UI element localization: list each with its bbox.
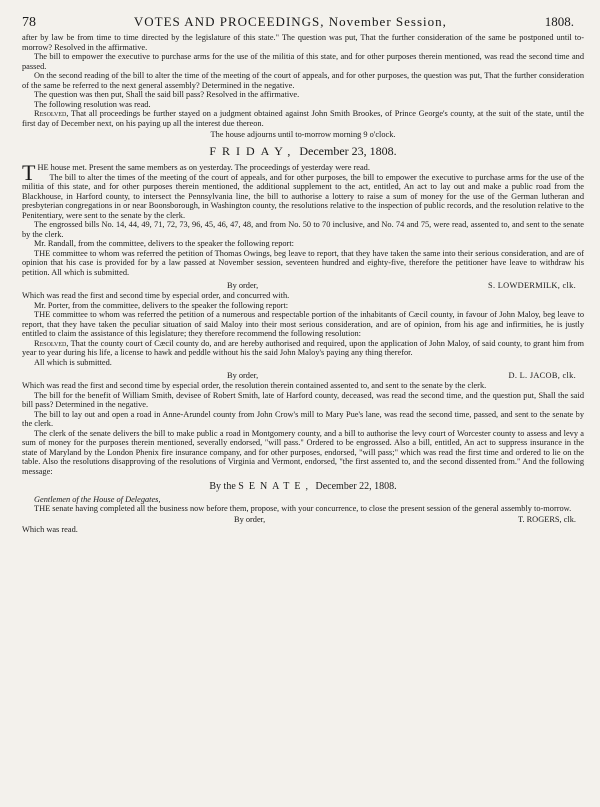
running-title: VOTES AND PROCEEDINGS, November Session, [133, 14, 447, 29]
senate-name: SENATE, [238, 480, 314, 492]
signature-block [22, 281, 584, 291]
page-number: 78 [22, 15, 36, 30]
paragraph: The bill to lay out and open a road in Anne-Arundel county from John Crow's mill to Mary Pue's lane, was read the second time, passed, and sent to the senate by the clerk. [22, 409, 584, 429]
senate-heading [22, 480, 584, 493]
senate-by: By the [209, 480, 236, 492]
resolution-text: That all proceedings be further stayed on a judgment obtained against John Smith Brookes, of Prince George's county, at the suit of the state, until the first day of December next, on his paying up all the interest due thereon. [22, 109, 584, 128]
by-order: By order, [227, 370, 259, 380]
resolved-label: Resolved, [34, 338, 69, 348]
opening-text: HE house met. Present the same members as on yesterday. The proceedings of yesterday were read. [37, 163, 370, 173]
senate-message: THE senate having completed all the business now before them, propose, with your concurrence, to close the present session of the general assembly to-morrow. [34, 504, 572, 514]
day-heading [22, 143, 584, 159]
paragraph: Mr. Porter, from the committee, delivers to the speaker the following report: [34, 300, 289, 310]
day-name: FRIDAY, [209, 144, 297, 159]
paragraph: All which is submitted. [34, 357, 112, 367]
signature-block [22, 515, 584, 525]
salutation: Gentlemen of the House of Delegates, [34, 494, 161, 504]
paragraph: On the second reading of the bill to alter the time of the meeting of the court of appeals, and for other purposes, the question was put, That the further consideration of the same be referred to the next general assembly? Determined in the negative. [22, 71, 584, 90]
paragraph: The clerk of the senate delivers the bill to make public a road in Montgomery county, and a bill to authorise the levy court of Worcester county to assess and levy a sum of money for the purposes therein mentioned, severally endorsed, "will pass." Ordered to be engrossed. Also a bill, entitled, An act to suppress insurance in the state of Maryland by the London Phenix fire insurance company, and for other purposes, endorsed, "will pass;" which was read the first time and ordered to lie on the table. Also the resolutions disapproving of the resolutions of Virginia and Vermont, endorsed, "the first assented to, and the second dissented from." And the following message: [22, 428, 584, 476]
resolved-label: Resolved, [34, 109, 69, 119]
paragraph: Which was read the first and second time by especial order, and concurred with. [22, 291, 290, 301]
clerk-name: T. ROGERS, clk. [517, 514, 576, 524]
paragraph: Mr. Randall, from the committee, delivers to the speaker the following report: [34, 239, 294, 249]
clerk-name: S. LOWDERMILK, clk. [488, 280, 576, 290]
opening-paragraph [22, 160, 584, 186]
resolution-text: That the county court of Cæcil county do, and are hereby authorised and required, upon the application of John Maloy, of said county, to grant him from year to year during his life, a license to hawk and peddle without his the said John Maloy's paying any thing therefor. [22, 338, 585, 358]
closing-line: Which was read. [22, 525, 78, 535]
running-year: 1808. [544, 14, 574, 29]
drop-cap: T [22, 160, 36, 186]
signature-block [22, 371, 584, 381]
paragraph: after by law be from time to time directed by the legislature of this state." The question was put, That the further consideration of the same be postponed until to-morrow? Resolved in the affirmative. [22, 33, 584, 52]
resolution [22, 109, 584, 128]
report-text: THE committee to whom was referred the petition of Thomas Owings, beg leave to report, that they have taken the same into their serious consideration, and are of opinion that his case is provided for by a law passed at November session, seventeen hundred and eighty-five, therefore the petitioner have leave to withdraw his petition. All which is submitted. [22, 248, 584, 278]
by-order: By order, [227, 280, 259, 290]
adjournment: The house adjourns until to-morrow morning 9 o'clock. [210, 130, 396, 140]
paragraph: The question was then put, Shall the said bill pass? Resolved in the affirmative. [34, 90, 300, 100]
resolution [22, 339, 584, 358]
paragraph: The bill for the benefit of William Smith, devisee of Robert Smith, late of Harford county, deceased, was read the second time, and the question put, Shall the said bill pass? Determined in the negative. [22, 390, 584, 410]
report-text: THE committee to whom was referred the petition of a numerous and respectable portion of the inhabitants of Cæcil county, in favour of John Maloy, beg leave to report, that they have taken the peculiar situation of said Maloy into their most serious consideration, and are of opinion, from his age and infirmities, he is justly entitled to claim the assistance of this legislature; they therefore recommend the following resolution: [22, 310, 584, 339]
day-date: December 23, 1808. [299, 144, 397, 159]
clerk-name: D. L. JACOB, clk. [508, 370, 576, 380]
paragraph: The engrossed bills No. 14, 44, 49, 71, 72, 73, 96, 45, 46, 47, 48, and from No. 50 to 70 inclusive, and No. 74 and 75, were read, assented to, and sent to the senate by the clerk. [22, 220, 584, 239]
paragraph: The bill to alter the times of the meeting of the court of appeals, and for other purposes, the bill to empower the executive to purchase arms for the use of the militia of this state, and for other purposes therein mentioned, the additional supplement to the act, entitled, An act to lay out and make a public road from the Blackhouse, in Harford county, to intersect the Pennsylvania line, the bill to authorise a lottery to raise a sum of money for the use of the German lutheran and presbyterian congregations in or near Boonsborough, in Washington county, the resolutions relative to the inspection of public records, and the resolution relative to the Penitentiary, were sent to the senate by the clerk. [22, 172, 584, 220]
senate-date: December 22, 1808. [315, 480, 397, 492]
document-page [22, 14, 584, 535]
paragraph: Which was read the first and second time by especial order, the resolution therein contained assented to, and sent to the senate by the clerk. [22, 381, 487, 391]
page-header [22, 14, 584, 31]
by-order: By order, [234, 514, 266, 524]
paragraph: The bill to empower the executive to purchase arms for the use of the militia of this state, and for other purposes therein mentioned, was read the second time and passed. [22, 52, 584, 71]
paragraph: The following resolution was read. [34, 99, 151, 109]
